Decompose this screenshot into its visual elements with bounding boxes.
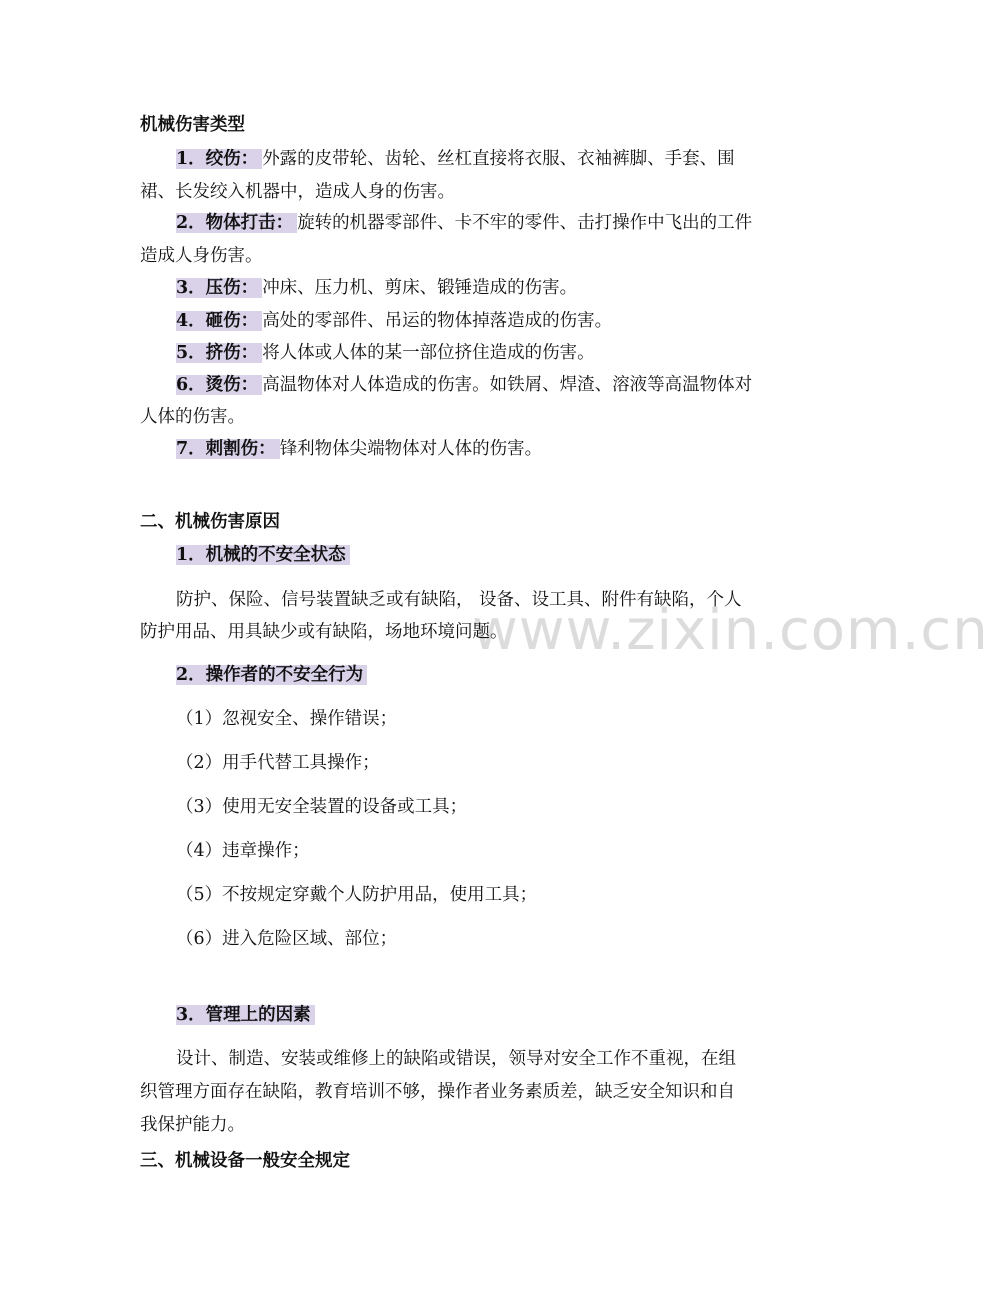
item-label: 6．烫伤： — [176, 375, 262, 395]
list-item: （2）用手代替工具操作； — [176, 753, 380, 773]
list-item — [176, 372, 752, 398]
list-item — [176, 340, 595, 366]
item-label: 4．砸伤： — [176, 311, 262, 331]
paragraph-line: 设计、制造、安装或维修上的缺陷或错误，领导对安全工作不重视，在组 — [176, 1049, 736, 1069]
item-text-cont: 造成人身伤害。 — [140, 246, 263, 266]
list-item: （6）进入危险区域、部位； — [176, 929, 398, 949]
list-item: （4）违章操作； — [176, 841, 310, 861]
item-label: 5．挤伤： — [176, 343, 262, 363]
list-item: （5）不按规定穿戴个人防护用品，使用工具； — [176, 885, 538, 905]
item-text: 外露的皮带轮、齿轮、丝杠直接将衣服、衣袖裤脚、手套、围 — [262, 149, 735, 169]
list-item: （3）使用无安全装置的设备或工具； — [176, 797, 468, 817]
list-item: （1）忽视安全、操作错误； — [176, 709, 398, 729]
item-text: 高温物体对人体造成的伤害。如铁屑、焊渣、溶液等高温物体对 — [262, 375, 753, 395]
paragraph-line: 防护用品、用具缺少或有缺陷，场地环境问题。 — [140, 622, 508, 642]
item-text: 旋转的机器零部件、卡不牢的零件、击打操作中飞出的工件 — [297, 213, 753, 233]
subsection-heading — [176, 1002, 315, 1028]
section-title: 三、机械设备一般安全规定 — [140, 1151, 350, 1171]
list-item — [176, 308, 612, 334]
item-label: 2．物体打击： — [176, 213, 297, 233]
item-text-cont: 人体的伤害。 — [140, 407, 245, 427]
subsection-label: 3．管理上的因素 — [176, 1005, 315, 1025]
item-text: 高处的零部件、吊运的物体掉落造成的伤害。 — [262, 311, 613, 331]
item-text: 锋利物体尖端物体对人体的伤害。 — [279, 439, 543, 459]
item-text: 将人体或人体的某一部位挤住造成的伤害。 — [262, 343, 595, 363]
watermark: www.zixin.com.cn — [472, 598, 989, 663]
item-label: 1．绞伤： — [176, 149, 262, 169]
subsection-label: 2．操作者的不安全行为 — [176, 665, 367, 685]
list-item — [176, 210, 752, 236]
item-label: 7．刺割伤： — [176, 439, 280, 459]
item-label: 3．压伤： — [176, 278, 262, 298]
section-title: 二、机械伤害原因 — [140, 512, 280, 532]
subsection-heading — [176, 662, 367, 688]
subsection-label: 1．机械的不安全状态 — [176, 545, 350, 565]
list-item — [176, 146, 735, 172]
list-item — [176, 436, 542, 462]
item-text: 冲床、压力机、剪床、锻锤造成的伤害。 — [262, 278, 578, 298]
paragraph-line: 我保护能力。 — [140, 1115, 245, 1135]
list-item — [176, 275, 577, 301]
section-title: 机械伤害类型 — [140, 115, 245, 135]
subsection-heading — [176, 542, 350, 568]
paragraph-line: 防护、保险、信号装置缺乏或有缺陷， 设备、设工具、附件有缺陷，个人 — [176, 590, 742, 610]
paragraph-line: 织管理方面存在缺陷，教育培训不够，操作者业务素质差，缺乏安全知识和自 — [140, 1082, 735, 1102]
item-text-cont: 裙、长发绞入机器中，造成人身的伤害。 — [140, 182, 455, 202]
